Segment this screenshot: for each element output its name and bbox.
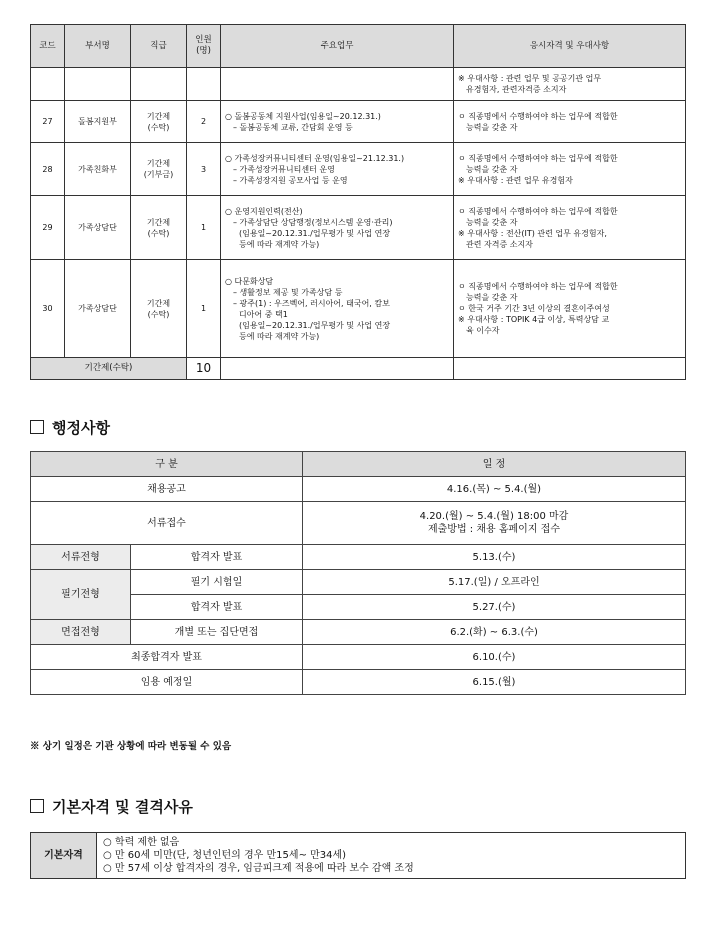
table-row bbox=[31, 260, 686, 358]
dept-cell: 가족상담단 bbox=[65, 260, 131, 358]
row-value: 5.17.(일) / 오프라인 bbox=[303, 570, 686, 595]
row-value: 4.16.(목) ~ 5.4.(월) bbox=[303, 477, 686, 502]
row-value: 6.2.(화) ~ 6.3.(수) bbox=[303, 620, 686, 645]
header-qualifications: 응시자격 및 우대사항 bbox=[454, 25, 686, 68]
table-row bbox=[31, 545, 686, 570]
header-grade: 직급 bbox=[131, 25, 187, 68]
header-dept: 부서명 bbox=[65, 25, 131, 68]
table-row bbox=[31, 477, 686, 502]
total-row bbox=[31, 358, 686, 380]
dept-cell: 가족친화부 bbox=[65, 143, 131, 196]
header-schedule: 일 정 bbox=[303, 452, 686, 477]
table-row bbox=[31, 670, 686, 695]
duties-cell: ○ 다문화상담 – 생활정보 제공 및 가족상담 등 – 광주(1) : 우즈벡어, 러시아어, 태국어, 캄보 디아어 중 택1 (임용일~20.12.31./업무평가 및 사업 연장 등에 따라 재계약 가능) bbox=[221, 260, 454, 358]
admin-section-title: 행정사항 bbox=[30, 417, 110, 438]
total-count: 10 bbox=[187, 358, 221, 380]
job-table-header bbox=[31, 25, 686, 68]
dept-cell: 가족상담단 bbox=[65, 196, 131, 260]
duties-cell: ○ 돌봄공동체 지원사업(임용일~20.12.31.) – 돌봄공동체 교류, 간담회 운영 등 bbox=[221, 101, 454, 143]
qualifications-cell: ㅇ 직종명에서 수행하여야 하는 업무에 적합한 능력을 갖춘 자 ※ 우대사항 : 전산(IT) 관련 업무 유경험자, 관련 자격증 소지자 bbox=[454, 196, 686, 260]
row-label: 임용 예정일 bbox=[31, 670, 303, 695]
code-cell: 29 bbox=[31, 196, 65, 260]
basic-items: ○ 학력 제한 없음 ○ 만 60세 미만(단, 청년인턴의 경우 만15세~ 만34세) ○ 만 57세 이상 합격자의 경우, 임금피크제 적용에 따라 보수 감액 조정 bbox=[97, 833, 686, 879]
row-label: 서류전형 bbox=[31, 545, 131, 570]
row-label: 채용공고 bbox=[31, 477, 303, 502]
dept-cell: 돌봄지원부 bbox=[65, 101, 131, 143]
table-row bbox=[31, 833, 686, 879]
row-label: 면접전형 bbox=[31, 620, 131, 645]
row-value: 5.13.(수) bbox=[303, 545, 686, 570]
duties-cell: ○ 가족성장커뮤니티센터 운영(임용일~21.12.31.) – 가족성장커뮤니티센터 운영 – 가족성장지원 공모사업 등 운영 bbox=[221, 143, 454, 196]
row-value: 6.15.(월) bbox=[303, 670, 686, 695]
code-cell: 30 bbox=[31, 260, 65, 358]
table-row bbox=[31, 196, 686, 260]
row-value: 6.10.(수) bbox=[303, 645, 686, 670]
row-sublabel: 개별 또는 집단면접 bbox=[131, 620, 303, 645]
basic-qualification-table bbox=[30, 832, 686, 879]
table-row bbox=[31, 68, 686, 101]
table-row bbox=[31, 502, 686, 545]
code-cell: 27 bbox=[31, 101, 65, 143]
grade-cell: 기간제 (기부금) bbox=[131, 143, 187, 196]
count-cell: 1 bbox=[187, 260, 221, 358]
schedule-table bbox=[30, 451, 686, 695]
row-value: 5.27.(수) bbox=[303, 595, 686, 620]
schedule-note: ※ 상기 일정은 기관 상황에 따라 변동될 수 있음 bbox=[30, 741, 232, 752]
table-row bbox=[31, 570, 686, 595]
row-sublabel: 합격자 발표 bbox=[131, 545, 303, 570]
header-count: 인원 (명) bbox=[187, 25, 221, 68]
row-sublabel: 합격자 발표 bbox=[131, 595, 303, 620]
row-value: 4.20.(월) ~ 5.4.(월) 18:00 마감 제출방법 : 채용 홈페이지 접수 bbox=[303, 502, 686, 545]
grade-cell: 기간제 (수탁) bbox=[131, 260, 187, 358]
schedule-header bbox=[31, 452, 686, 477]
basic-section-title: 기본자격 및 결격사유 bbox=[30, 796, 193, 817]
count-cell: 3 bbox=[187, 143, 221, 196]
header-code: 코드 bbox=[31, 25, 65, 68]
qualifications-cell: ㅇ 직종명에서 수행하여야 하는 업무에 적합한 능력을 갖춘 자 ㅇ 한국 거주 기간 3년 이상의 결혼이주여성 ※ 우대사항 : TOPIK 4급 이상, 특력상담 교 육 이수자 bbox=[454, 260, 686, 358]
count-cell: 2 bbox=[187, 101, 221, 143]
row-label: 최종합격자 발표 bbox=[31, 645, 303, 670]
table-row bbox=[31, 101, 686, 143]
table-row bbox=[31, 143, 686, 196]
row-label: 서류접수 bbox=[31, 502, 303, 545]
code-cell: 28 bbox=[31, 143, 65, 196]
basic-label: 기본자격 bbox=[31, 833, 97, 879]
qualifications-cell: ㅇ 직종명에서 수행하여야 하는 업무에 적합한 능력을 갖춘 자 ※ 우대사항 : 관련 업무 유경험자 bbox=[454, 143, 686, 196]
job-table bbox=[30, 24, 686, 380]
checkbox-square-icon bbox=[30, 799, 44, 813]
total-label: 기간제(수탁) bbox=[31, 358, 187, 380]
checkbox-square-icon bbox=[30, 420, 44, 434]
row-sublabel: 필기 시험일 bbox=[131, 570, 303, 595]
count-cell: 1 bbox=[187, 196, 221, 260]
qualifications-cell: ※ 우대사항 : 관련 업무 및 공공기관 업무 유경험자, 관련자격증 소지자 bbox=[454, 68, 686, 101]
header-duties: 주요업무 bbox=[221, 25, 454, 68]
header-category: 구 분 bbox=[31, 452, 303, 477]
table-row bbox=[31, 620, 686, 645]
grade-cell: 기간제 (수탁) bbox=[131, 196, 187, 260]
duties-cell: ○ 운영지원인력(전산) – 가족상담단 상담행정(정보시스템 운영·관리) (임용일~20.12.31./업무평가 및 사업 연장 등에 따라 재계약 가능) bbox=[221, 196, 454, 260]
row-label: 필기전형 bbox=[31, 570, 131, 620]
table-row bbox=[31, 645, 686, 670]
qualifications-cell: ㅇ 직종명에서 수행하여야 하는 업무에 적합한 능력을 갖춘 자 bbox=[454, 101, 686, 143]
grade-cell: 기간제 (수탁) bbox=[131, 101, 187, 143]
